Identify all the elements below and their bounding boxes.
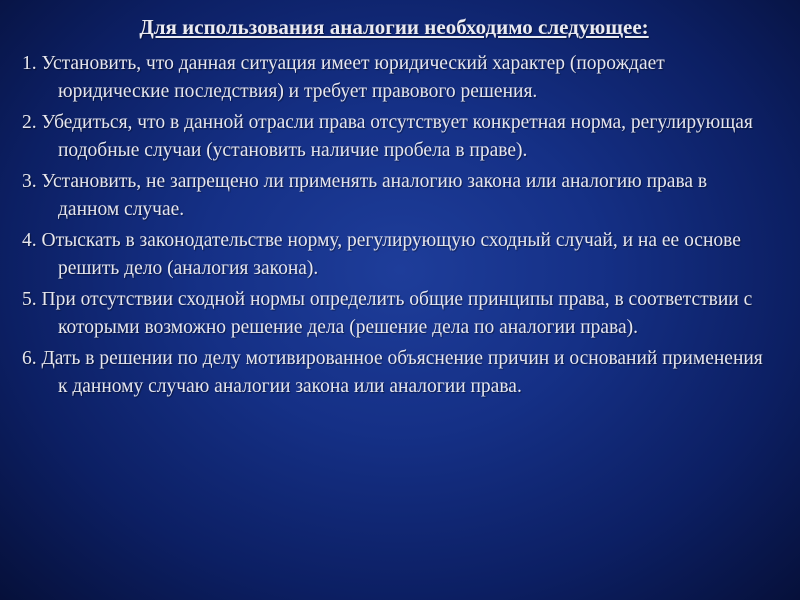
list-item-3: 3. Установить, не запрещено ли применять аналогию закона или аналогию права в данном случае. xyxy=(22,171,708,220)
list-item-4: 4. Отыскать в законодательстве норму, регулирующую сходный случай, и на ее основе решить дело (аналогия закона). xyxy=(22,230,741,279)
slide-title: Для использования аналогии необходимо следующее: xyxy=(139,15,649,39)
list-item-6: 6. Дать в решении по делу мотивированное объяснение причин и оснований применения к данному случаю аналогии закона или аналогии права. xyxy=(22,348,763,397)
list-item-2: 2. Убедиться, что в данной отрасли права отсутствует конкретная норма, регулирующая подобные случаи (установить наличие пробела в праве). xyxy=(22,112,753,161)
requirements-list xyxy=(22,50,766,400)
list-item-1: 1. Установить, что данная ситуация имеет юридический характер (порождает юридические последствия) и требует правового решения. xyxy=(22,53,665,102)
list-item-5: 5. При отсутствии сходной нормы определить общие принципы права, в соответствии с которыми возможно решение дела (решение дела по аналогии права). xyxy=(22,289,753,338)
